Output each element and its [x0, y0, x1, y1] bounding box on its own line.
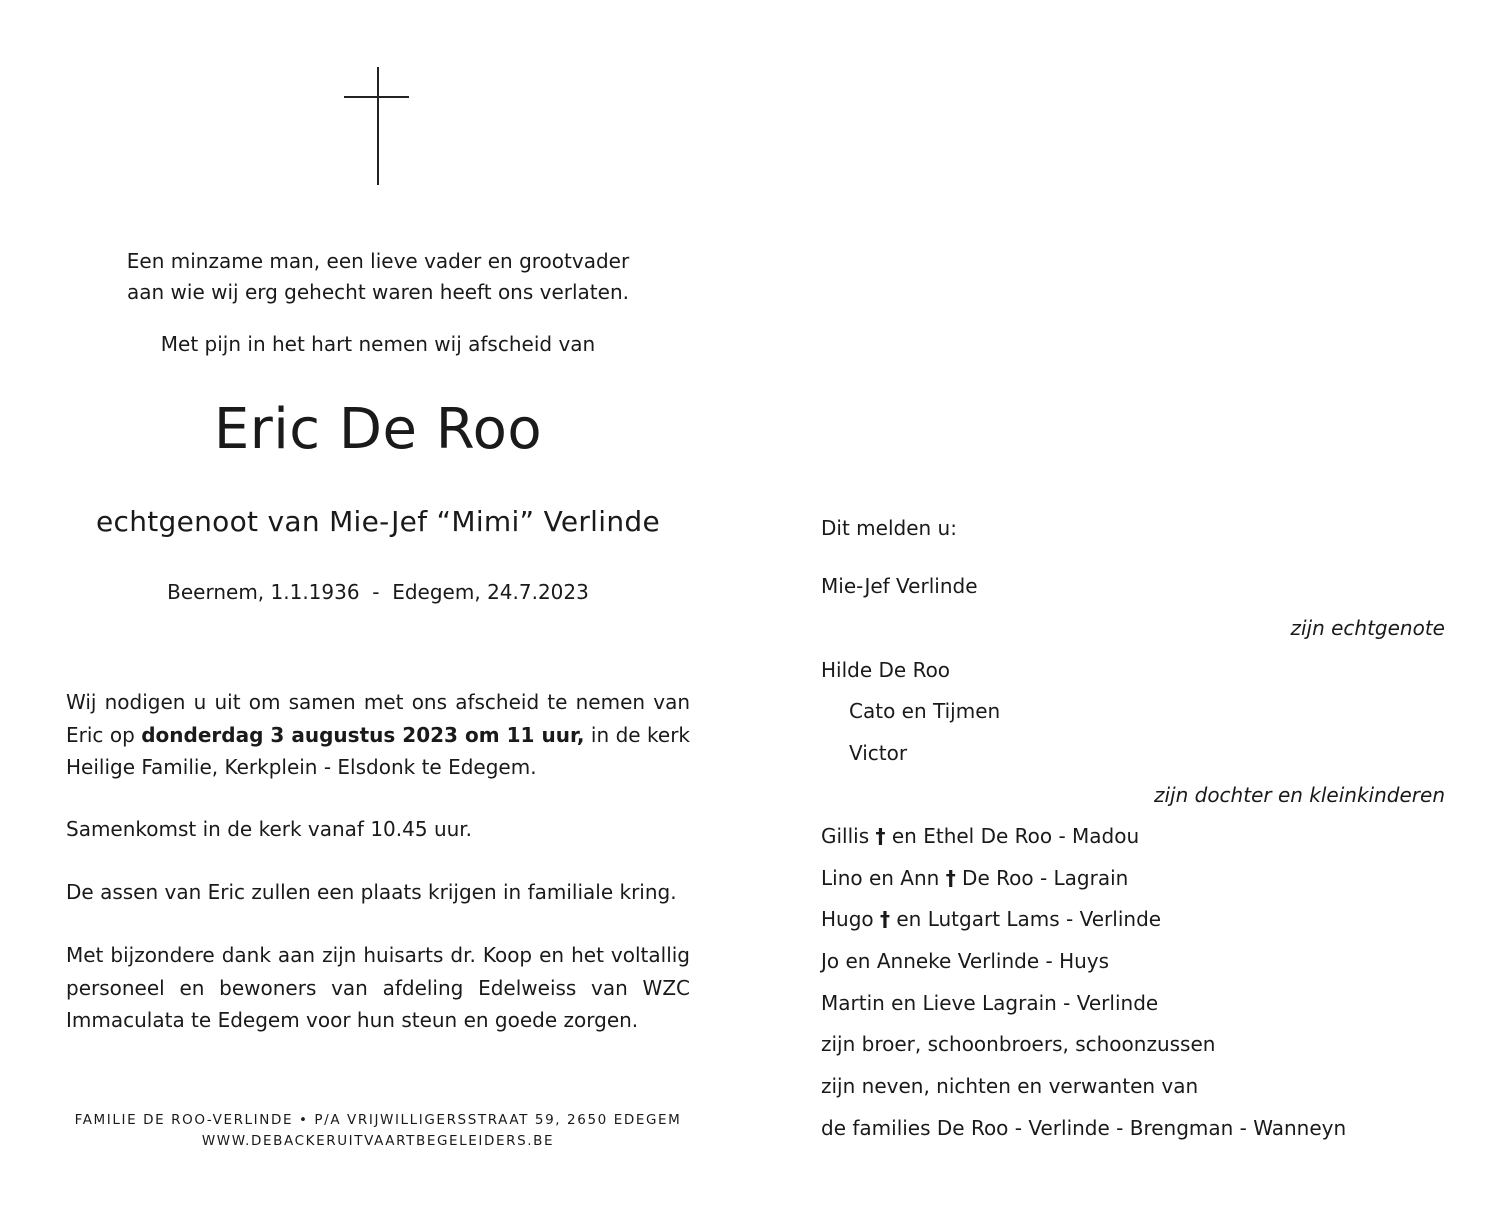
family-line: [821, 864, 1128, 892]
spouse-role: zijn echtgenote: [1290, 616, 1445, 640]
grandchild-line: Cato en Tijmen: [849, 699, 1001, 723]
cross-vertical-bar: [377, 67, 379, 185]
deceased-name: Eric De Roo: [213, 397, 543, 462]
daughter-role: zijn dochter en kleinkinderen: [1153, 783, 1445, 807]
intro-line-1: Een minzame man, een lieve vader en grootvader: [126, 249, 630, 273]
spouse-name: Mie-Jef Verlinde: [821, 574, 978, 598]
announcers-list: [821, 0, 1445, 1214]
family-text: en Lutgart Lams - Verlinde: [890, 907, 1162, 931]
dagger-icon: †: [875, 824, 886, 848]
grandchild-line: Victor: [849, 741, 908, 765]
daughter-name: Hilde De Roo: [821, 658, 951, 682]
family-line: [821, 905, 1161, 933]
cross-horizontal-bar: [344, 96, 409, 98]
family-text: De Roo - Lagrain: [955, 866, 1129, 890]
family-text: Hugo: [821, 907, 881, 931]
family-text: en Ethel De Roo - Madou: [885, 824, 1140, 848]
dagger-icon: †: [880, 907, 891, 931]
thanks-paragraph: Met bijzondere dank aan zijn huisarts dr. Koop en het voltallig personeel en bewoners van afdeling Edelweiss van WZC Immaculata te Edegem voor hun steun en goede zorgen.: [66, 943, 690, 1032]
announcers-heading: Dit melden u:: [821, 516, 957, 540]
families-line: de families De Roo - Verlinde - Brengman - Wanneyn: [821, 1116, 1347, 1140]
invitation-paragraph: [66, 686, 690, 784]
invitation-text-after: in de kerk Heilige Familie, Kerkplein - Elsdonk te Edegem.: [66, 722, 691, 779]
ashes-paragraph: De assen van Eric zullen een plaats krijgen in familiale kring.: [66, 880, 677, 904]
family-line: Martin en Lieve Lagrain - Verlinde: [821, 991, 1159, 1015]
invitation-date-time: donderdag 3 augustus 2023 om 11 uur,: [141, 722, 585, 747]
footer-address-line: FAMILIE DE ROO-VERLINDE • P/A VRIJWILLIGERSSTRAAT 59, 2650 EDEGEM: [74, 1112, 682, 1128]
birth-death-dates: Beernem, 1.1.1936 - Edegem, 24.7.2023: [167, 580, 589, 604]
cousins-line: zijn neven, nichten en verwanten van: [821, 1074, 1199, 1098]
family-line: [821, 822, 1139, 850]
footer-address: [60, 1110, 696, 1152]
intro-text: [60, 246, 696, 308]
spouse-line: echtgenoot van Mie-Jef “Mimi” Verlinde: [95, 505, 660, 538]
footer-website: WWW.DEBACKERUITVAARTBEGELEIDERS.BE: [201, 1133, 555, 1149]
gathering-paragraph: Samenkomst in de kerk vanaf 10.45 uur.: [66, 817, 473, 841]
family-text: Lino en Ann: [821, 866, 946, 890]
family-text: Gillis: [821, 824, 876, 848]
relations-line: zijn broer, schoonbroers, schoonzussen: [821, 1032, 1216, 1056]
family-line: Jo en Anneke Verlinde - Huys: [821, 949, 1110, 973]
dagger-icon: †: [945, 866, 956, 890]
farewell-text: Met pijn in het hart nemen wij afscheid van: [160, 332, 596, 356]
intro-line-2: aan wie wij erg gehecht waren heeft ons verlaten.: [127, 280, 629, 304]
invitation-text-before: Wij nodigen u uit om samen met ons afscheid te nemen van Eric op: [66, 690, 690, 747]
